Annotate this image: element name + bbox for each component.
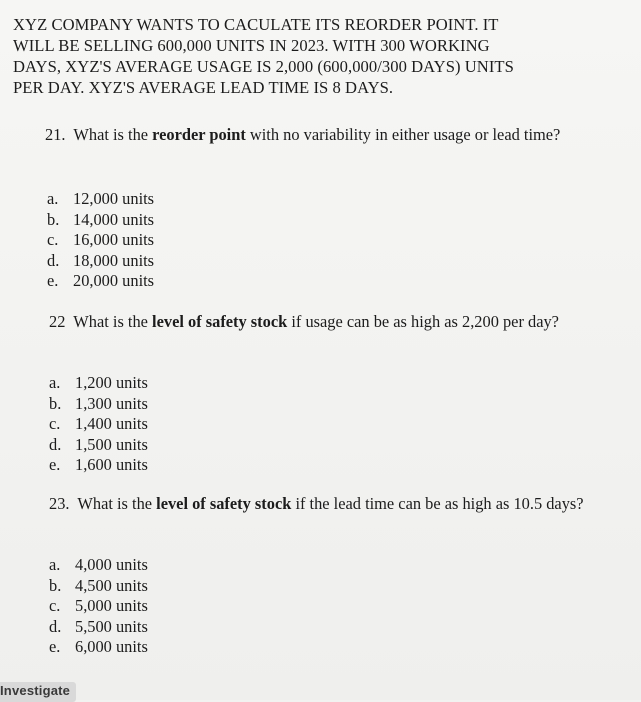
option-21-e[interactable] — [47, 271, 154, 292]
option-text: 20,000 units — [73, 271, 155, 290]
option-letter: a. — [47, 189, 59, 208]
option-letter: c. — [49, 414, 61, 433]
option-23-e[interactable] — [49, 637, 148, 658]
option-21-c[interactable] — [47, 230, 154, 251]
question-number: 22 — [49, 312, 66, 331]
option-text: 4,000 units — [75, 555, 148, 574]
option-22-d[interactable] — [49, 435, 148, 456]
option-letter: b. — [49, 575, 62, 595]
option-letter: d. — [49, 434, 62, 454]
option-text: 1,400 units — [75, 414, 148, 433]
question-21-stem — [15, 124, 615, 145]
question-bold-term: reorder point — [152, 125, 246, 144]
question-23-stem — [49, 493, 615, 514]
question-text-after: if the lead time can be as high as 10.5 days? — [291, 494, 584, 513]
option-text: 12,000 units — [73, 189, 155, 208]
option-letter: c. — [49, 596, 61, 615]
option-letter: d. — [47, 250, 60, 270]
investigate-button[interactable] — [0, 682, 76, 702]
intro-line-4: PER DAY. XYZ'S AVERAGE LEAD TIME IS 8 DAYS. — [13, 78, 394, 97]
question-bold-term: level of safety stock — [152, 312, 288, 331]
option-22-a[interactable] — [49, 373, 148, 394]
question-text-before: What is the — [73, 312, 153, 331]
option-letter: a. — [49, 373, 61, 392]
question-text-after: with no variability in either usage or lead time? — [245, 125, 561, 144]
option-text: 4,500 units — [75, 575, 148, 595]
option-letter: a. — [49, 555, 61, 574]
intro-line-2: WILL BE SELLING 600,000 UNITS IN 2023. WITH 300 WORKING — [13, 36, 490, 55]
option-23-b[interactable] — [49, 576, 148, 597]
option-text: 1,300 units — [75, 393, 148, 413]
option-letter: d. — [49, 616, 62, 636]
option-letter: c. — [47, 230, 59, 249]
option-text: 6,000 units — [75, 637, 148, 656]
option-letter: b. — [49, 393, 62, 413]
question-bold-term: level of safety stock — [156, 494, 292, 513]
question-number: 23. — [49, 494, 70, 513]
option-letter: e. — [47, 271, 59, 290]
option-text: 1,200 units — [75, 373, 148, 392]
question-21-options — [47, 189, 154, 292]
intro-line-1: XYZ COMPANY WANTS TO CACULATE ITS REORDER POINT. IT — [13, 15, 499, 34]
option-text: 1,500 units — [75, 434, 148, 454]
problem-intro — [13, 14, 613, 98]
option-text: 1,600 units — [75, 455, 148, 474]
investigate-label: Investigate — [0, 683, 71, 698]
option-text: 16,000 units — [73, 230, 155, 249]
option-23-a[interactable] — [49, 555, 148, 576]
question-23-options — [49, 555, 148, 658]
option-text: 14,000 units — [73, 209, 155, 229]
option-21-a[interactable] — [47, 189, 154, 210]
question-22-stem — [49, 311, 615, 332]
option-21-b[interactable] — [47, 210, 154, 231]
question-text-after: if usage can be as high as 2,200 per day? — [287, 312, 559, 331]
option-text: 5,500 units — [75, 616, 148, 636]
option-21-d[interactable] — [47, 251, 154, 272]
intro-line-3: DAYS, XYZ'S AVERAGE USAGE IS 2,000 (600,000/300 DAYS) UNITS — [13, 57, 514, 76]
option-letter: b. — [47, 209, 60, 229]
question-number: 21. — [45, 125, 66, 144]
question-22-options — [49, 373, 148, 476]
option-text: 18,000 units — [73, 250, 155, 270]
option-text: 5,000 units — [75, 596, 148, 615]
question-text-before: What is the — [73, 125, 153, 144]
option-22-c[interactable] — [49, 414, 148, 435]
option-23-c[interactable] — [49, 596, 148, 617]
option-letter: e. — [49, 455, 61, 474]
option-23-d[interactable] — [49, 617, 148, 638]
option-letter: e. — [49, 637, 61, 656]
option-22-e[interactable] — [49, 455, 148, 476]
option-22-b[interactable] — [49, 394, 148, 415]
question-text-before: What is the — [77, 494, 157, 513]
